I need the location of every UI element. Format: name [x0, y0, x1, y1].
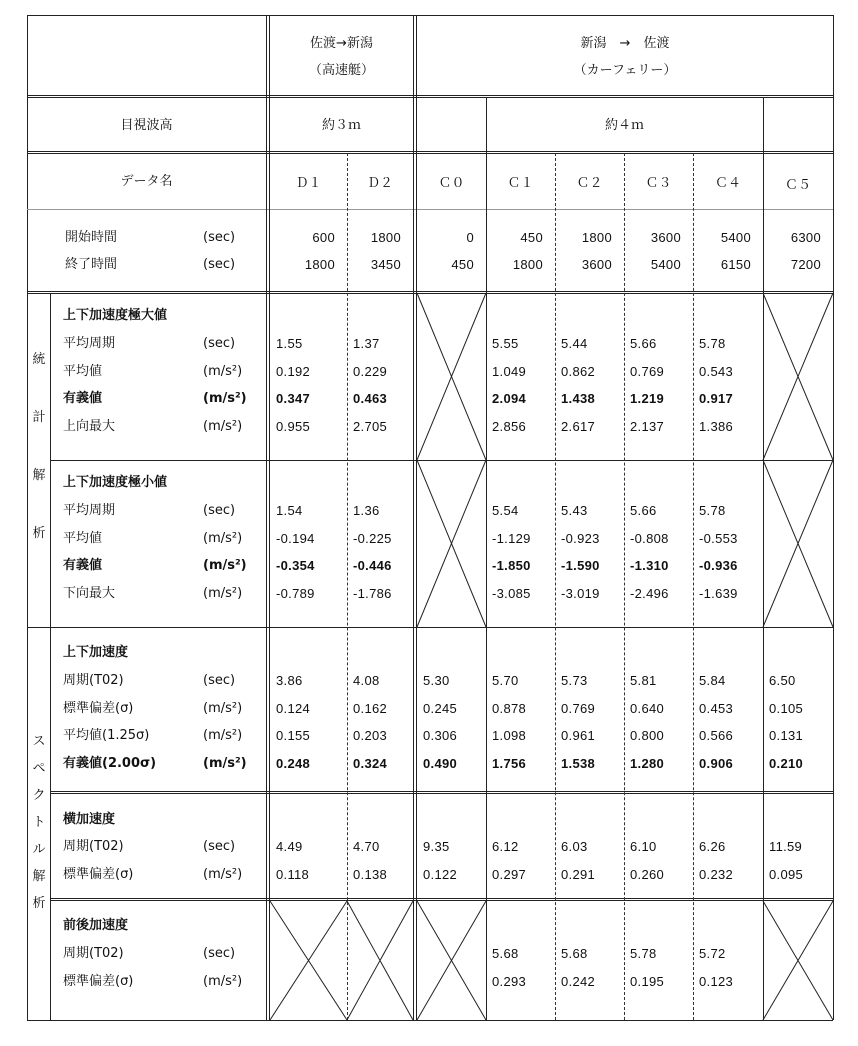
cell-c2: 1.438 — [561, 391, 596, 406]
row-label: 平均値 — [63, 530, 103, 546]
cell-d2: 2.705 — [353, 418, 388, 434]
section-label-char: ス — [32, 734, 46, 749]
end-time-c0: 450 — [451, 257, 474, 272]
section-label-char: 計 — [32, 410, 46, 425]
cell-c4: 0.566 — [699, 728, 734, 743]
cell-c4: -0.936 — [699, 558, 738, 573]
row-label: 有義値(2.00σ) — [63, 755, 157, 771]
cell-d1: 1.55 — [276, 336, 303, 351]
section-label-char: ト — [32, 815, 46, 830]
cell-c1: 5.54 — [492, 503, 519, 518]
cell-c4: 5.78 — [699, 503, 726, 518]
row-unit: (sec) — [203, 503, 236, 518]
cell-c5: 0.131 — [769, 728, 804, 743]
cell-c1: 0.297 — [492, 866, 527, 882]
route-sado-niigata: 佐渡→新潟 — [310, 36, 373, 51]
row-label: 周期(T02) — [63, 839, 124, 854]
cell-d2: -0.225 — [353, 530, 392, 546]
table-top-border — [27, 15, 833, 16]
start-time-c2: 1800 — [581, 230, 612, 245]
cell-c2: -0.923 — [561, 530, 600, 546]
cell-c4: 1.386 — [699, 418, 734, 434]
cell-c2: 5.44 — [561, 336, 588, 351]
row-unit: (m/s²) — [203, 585, 243, 601]
not-applicable-x-icon — [763, 293, 833, 460]
cell-c3: 0.800 — [630, 728, 665, 743]
cell-d2: 1.37 — [353, 336, 380, 351]
wave-height-d: 約３ｍ — [321, 118, 361, 133]
row-unit: (m/s²) — [203, 530, 243, 546]
cell-c3: 5.66 — [630, 336, 657, 351]
start-time-c3: 3600 — [650, 230, 681, 245]
cell-c4: 0.123 — [699, 973, 734, 989]
cell-c4: 5.78 — [699, 336, 726, 351]
spec-lateral-title: 横加速度 — [63, 812, 116, 827]
column-header-c5: Ｃ５ — [784, 178, 811, 193]
cell-c2: 0.291 — [561, 866, 596, 882]
section-label-char: 解 — [32, 468, 46, 483]
cell-c4: 0.453 — [699, 700, 734, 716]
start-time-c4: 5400 — [720, 230, 751, 245]
cell-c4: -0.553 — [699, 530, 738, 546]
row-unit: (m/s²) — [203, 755, 247, 771]
wave-height-label: 目視波高 — [120, 118, 173, 133]
cell-c2: 0.862 — [561, 363, 596, 379]
column-header-c2: Ｃ２ — [576, 176, 603, 191]
cell-c5: 0.095 — [769, 866, 804, 882]
cell-c1: -1.129 — [492, 530, 531, 546]
cell-d2: -1.786 — [353, 585, 392, 601]
section-label-char: 統 — [32, 352, 46, 367]
start-time-c1: 450 — [520, 230, 543, 245]
cell-d2: -0.446 — [353, 558, 392, 573]
vessel-type-highspeed: （高速艇） — [308, 63, 374, 78]
cell-c3: 0.640 — [630, 700, 665, 716]
cell-c3: 5.66 — [630, 503, 657, 518]
cell-c2: 1.538 — [561, 755, 596, 771]
row-unit: (m/s²) — [203, 391, 247, 406]
cell-c1: 1.049 — [492, 363, 527, 379]
cell-c2: -1.590 — [561, 558, 600, 573]
cell-d2: 0.138 — [353, 866, 388, 882]
row-label: 平均周期 — [63, 336, 116, 351]
end-time-c5: 7200 — [790, 257, 821, 272]
row-label: 上向最大 — [63, 418, 116, 434]
section-label-char: ク — [32, 788, 46, 803]
cell-c4: 5.84 — [699, 673, 726, 688]
row-label: 平均値(1.25σ) — [63, 728, 150, 743]
cell-c2: 5.68 — [561, 946, 588, 961]
wave-height-c: 約４ｍ — [604, 118, 644, 133]
cell-c3: 1.280 — [630, 755, 665, 771]
cell-c2: 6.03 — [561, 839, 588, 854]
end-time-unit: (sec) — [203, 257, 236, 272]
cell-c1: 1.756 — [492, 755, 527, 771]
end-time-c1: 1800 — [512, 257, 543, 272]
cell-c2: 2.617 — [561, 418, 596, 434]
start-time-c5: 6300 — [790, 230, 821, 245]
row-unit: (m/s²) — [203, 700, 243, 716]
divider — [50, 791, 833, 794]
cell-c2: 5.73 — [561, 673, 588, 688]
end-time-c3: 5400 — [650, 257, 681, 272]
row-label: 標準偏差(σ) — [63, 866, 134, 882]
cell-c2: 0.961 — [561, 728, 596, 743]
cell-c3: 0.260 — [630, 866, 665, 882]
row-unit: (m/s²) — [203, 973, 243, 989]
data-name-label: データ名 — [120, 174, 173, 189]
divider — [27, 95, 833, 98]
table-bottom-border — [27, 1020, 833, 1021]
section-label-divider — [50, 293, 51, 1020]
cell-d2: 1.36 — [353, 503, 380, 518]
cell-c1: 0.878 — [492, 700, 527, 716]
row-label: 周期(T02) — [63, 946, 124, 961]
not-applicable-x-icon — [417, 460, 486, 627]
row-unit: (sec) — [203, 839, 236, 854]
row-unit: (sec) — [203, 336, 236, 351]
start-time-c0: 0 — [466, 230, 474, 245]
row-label: 周期(T02) — [63, 673, 124, 688]
row-label: 下向最大 — [63, 585, 116, 601]
column-header-c3: Ｃ３ — [645, 176, 672, 191]
cell-c3: 2.137 — [630, 418, 665, 434]
cell-d1: -0.789 — [276, 585, 315, 601]
cell-c1: 2.856 — [492, 418, 527, 434]
column-header-d2: Ｄ２ — [366, 176, 393, 191]
cell-c4: -1.639 — [699, 585, 738, 601]
spec-vertical-title: 上下加速度 — [63, 645, 129, 660]
cell-c3: -2.496 — [630, 585, 669, 601]
cell-d1: 4.49 — [276, 839, 303, 854]
column-header-c1: Ｃ１ — [507, 176, 534, 191]
cell-c4: 0.906 — [699, 755, 734, 771]
divider — [27, 209, 833, 210]
section-label-char: 解 — [32, 869, 46, 884]
cell-c2: 0.242 — [561, 973, 596, 989]
cell-d1: 3.86 — [276, 673, 303, 688]
stat-min-title: 上下加速度極小値 — [63, 475, 168, 490]
not-applicable-x-icon — [763, 901, 833, 1020]
not-applicable-x-icon — [763, 460, 833, 627]
section-label-char: 析 — [32, 896, 46, 911]
cell-c0: 0.122 — [423, 866, 458, 882]
cell-c3: 1.219 — [630, 391, 665, 406]
stat-max-title: 上下加速度極大値 — [63, 308, 168, 323]
row-unit: (m/s²) — [203, 558, 247, 573]
cell-c2: -3.019 — [561, 585, 600, 601]
cell-c5: 0.210 — [769, 755, 804, 771]
cell-d1: 0.155 — [276, 728, 311, 743]
cell-c1: 5.68 — [492, 946, 519, 961]
row-label: 有義値 — [63, 391, 103, 406]
row-label: 有義値 — [63, 558, 103, 573]
start-time-unit: (sec) — [203, 230, 236, 245]
cell-c0: 0.245 — [423, 700, 458, 716]
cell-d1: -0.354 — [276, 558, 315, 573]
cell-c1: 1.098 — [492, 728, 527, 743]
cell-d1: 0.192 — [276, 363, 311, 379]
start-time-d1: 600 — [312, 230, 335, 245]
cell-c4: 6.26 — [699, 839, 726, 854]
cell-d2: 0.203 — [353, 728, 388, 743]
cell-c1: -3.085 — [492, 585, 531, 601]
cell-d2: 0.463 — [353, 391, 388, 406]
row-unit: (sec) — [203, 946, 236, 961]
cell-c4: 5.72 — [699, 946, 726, 961]
label-column-divider — [266, 15, 270, 1020]
cell-c0: 9.35 — [423, 839, 450, 854]
divider — [27, 627, 833, 628]
table-right-border — [833, 15, 834, 1020]
cell-c0: 0.306 — [423, 728, 458, 743]
section-label-char: ル — [32, 842, 46, 857]
column-header-c0: Ｃ０ — [438, 176, 465, 191]
cell-c1: 5.70 — [492, 673, 519, 688]
end-time-c2: 3600 — [581, 257, 612, 272]
cell-c2: 0.769 — [561, 700, 596, 716]
cell-d2: 0.229 — [353, 363, 388, 379]
c3-c4-divider — [693, 153, 694, 1020]
cell-d1: 0.955 — [276, 418, 311, 434]
end-time-d2: 3450 — [370, 257, 401, 272]
cell-c3: 6.10 — [630, 839, 657, 854]
cell-c1: 6.12 — [492, 839, 519, 854]
cell-c3: 5.81 — [630, 673, 657, 688]
cell-c4: 0.543 — [699, 363, 734, 379]
section-label-char: ペ — [32, 761, 46, 776]
row-unit: (sec) — [203, 673, 236, 688]
c1-c2-divider — [555, 153, 556, 1020]
row-unit: (m/s²) — [203, 363, 243, 379]
cell-c1: 5.55 — [492, 336, 519, 351]
cell-c1: 0.293 — [492, 973, 527, 989]
row-label: 標準偏差(σ) — [63, 700, 134, 716]
row-label: 平均周期 — [63, 503, 116, 518]
cell-c5: 6.50 — [769, 673, 796, 688]
cell-d1: 0.124 — [276, 700, 311, 716]
cell-c3: -1.310 — [630, 558, 669, 573]
cell-c2: 5.43 — [561, 503, 588, 518]
start-time-d2: 1800 — [370, 230, 401, 245]
cell-c3: -0.808 — [630, 530, 669, 546]
vessel-type-carferry: （カーフェリー） — [573, 63, 677, 78]
cell-d1: 0.248 — [276, 755, 311, 771]
row-label: 平均値 — [63, 363, 103, 379]
cell-c4: 0.232 — [699, 866, 734, 882]
cell-c3: 5.78 — [630, 946, 657, 961]
end-time-label: 終了時間 — [65, 257, 118, 272]
end-time-c4: 6150 — [720, 257, 751, 272]
not-applicable-x-icon — [270, 901, 347, 1020]
cell-c1: -1.850 — [492, 558, 531, 573]
divider — [27, 151, 833, 154]
cell-c5: 0.105 — [769, 700, 804, 716]
row-unit: (m/s²) — [203, 728, 243, 743]
cell-d1: -0.194 — [276, 530, 315, 546]
cell-c3: 0.769 — [630, 363, 665, 379]
cell-c1: 2.094 — [492, 391, 527, 406]
cell-d2: 4.70 — [353, 839, 380, 854]
route-niigata-sado: 新潟 → 佐渡 — [580, 36, 670, 51]
c2-c3-divider — [624, 153, 625, 1020]
end-time-d1: 1800 — [304, 257, 335, 272]
cell-d1: 0.347 — [276, 391, 311, 406]
cell-c5: 11.59 — [769, 839, 803, 854]
spec-longitudinal-title: 前後加速度 — [63, 918, 129, 933]
cell-c4: 0.917 — [699, 391, 734, 406]
not-applicable-x-icon — [347, 901, 413, 1020]
cell-d2: 0.162 — [353, 700, 388, 716]
row-unit: (m/s²) — [203, 418, 243, 434]
start-time-label: 開始時間 — [65, 230, 118, 245]
cell-d1: 1.54 — [276, 503, 303, 518]
column-header-c4: Ｃ４ — [714, 176, 741, 191]
section-label-char: 析 — [32, 526, 46, 541]
cell-c3: 0.195 — [630, 973, 665, 989]
cell-c0: 0.490 — [423, 755, 458, 771]
row-label: 標準偏差(σ) — [63, 973, 134, 989]
not-applicable-x-icon — [417, 293, 486, 460]
cell-d2: 0.324 — [353, 755, 388, 771]
row-unit: (m/s²) — [203, 866, 243, 882]
cell-c0: 5.30 — [423, 673, 450, 688]
cell-d1: 0.118 — [276, 866, 310, 882]
d1-d2-divider — [347, 153, 348, 1020]
not-applicable-x-icon — [417, 901, 486, 1020]
column-header-d1: Ｄ１ — [295, 176, 322, 191]
cell-d2: 4.08 — [353, 673, 380, 688]
